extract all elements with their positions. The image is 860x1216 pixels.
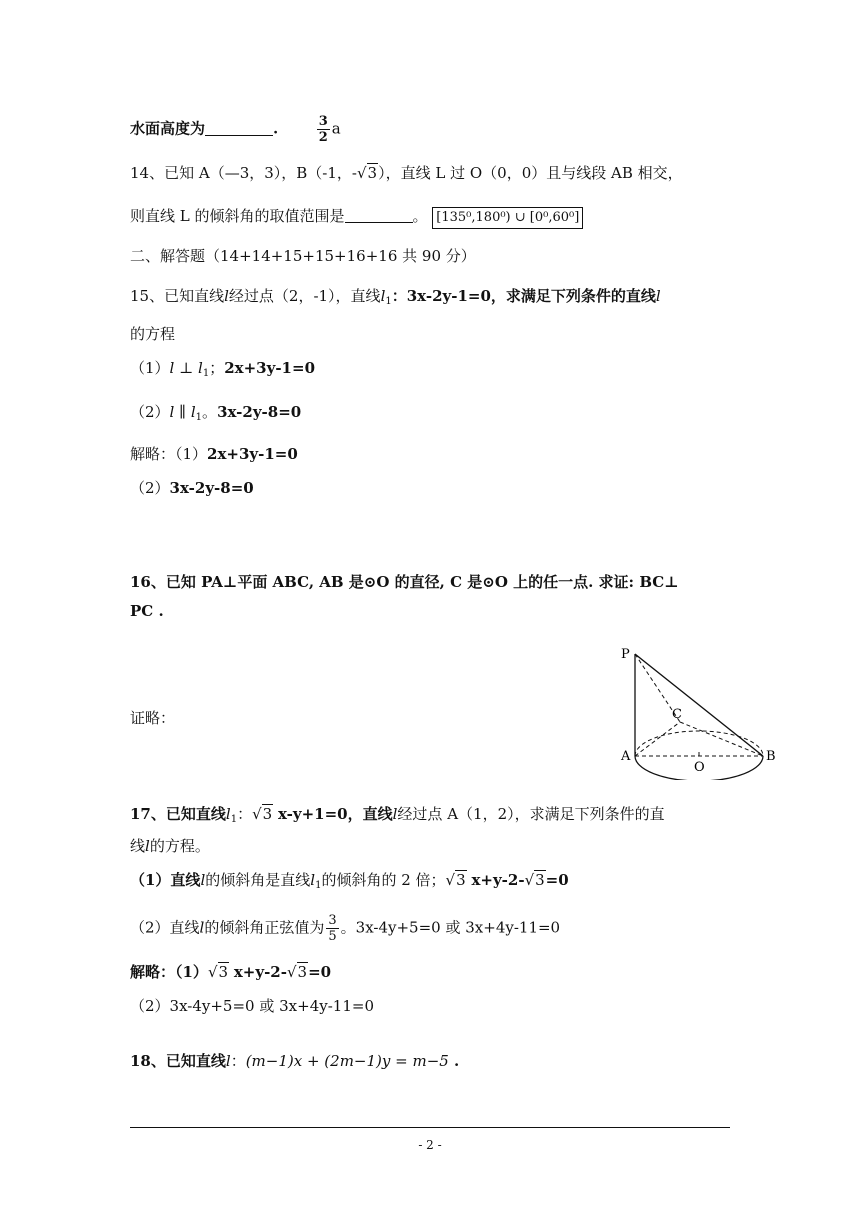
q18-line1: 18、已知直线l：(m−1)x + (2m−1)y = m−5 . bbox=[130, 1052, 460, 1070]
geometry-figure bbox=[600, 640, 800, 780]
footer-rule bbox=[130, 1127, 730, 1128]
q16-line1: 16、已知 PA⊥平面 ABC, AB 是⊙O 的直径, C 是⊙O 上的任一点. 求证: BC⊥ bbox=[130, 573, 679, 591]
q15-part1: （1）l ⊥ $l_1$；2x+3y-1=0 bbox=[130, 359, 316, 379]
label-p: P bbox=[621, 647, 630, 662]
q13-answer-fraction: $\frac{3}{2}$ bbox=[318, 114, 328, 145]
sqrt-symbol: √3 bbox=[252, 805, 273, 823]
q17-solution1: 解略：（1）√3 x+y-2-√3=0 bbox=[130, 963, 332, 981]
q15-solution2: （2）3x-2y-8=0 bbox=[130, 479, 254, 497]
segment-ac bbox=[635, 722, 680, 756]
q17-line1: 17、已知直线$l_1$：√3 x-y+1=0，直线l经过点 A（1，2），求满足下列条件的直 bbox=[130, 805, 665, 825]
q17-part2: （2）直线l的倾斜角正弦值为 $\frac{3}{5}$ 。3x-4y+5=0 或 3x+4y-11=0 bbox=[130, 913, 561, 944]
label-a: A bbox=[621, 749, 631, 764]
q16-line2: PC . bbox=[130, 602, 164, 620]
q14-answer: [135⁰,180⁰) ∪ [0⁰,60⁰] bbox=[432, 207, 583, 229]
answer-blank bbox=[205, 121, 273, 136]
q15-line2: 的方程 bbox=[130, 325, 176, 343]
label-c: C bbox=[672, 707, 682, 722]
section-heading: 二、解答题（14+14+15+15+16+16 共 90 分） bbox=[130, 247, 476, 265]
answer-blank bbox=[345, 208, 413, 223]
label-b: B bbox=[766, 749, 776, 764]
q14-line1: 14、已知 A（—3，3），B（-1，-√3），直线 L 过 O（0，0）且与线段 AB 相交， bbox=[130, 164, 683, 182]
q15-line1: 15、已知直线l经过点（2，-1），直线$l_1$：3x-2y-1=0，求满足下列条件的直线l bbox=[130, 287, 661, 307]
sine-fraction: $\frac{3}{5}$ bbox=[328, 913, 337, 944]
q16-proof: 证略： bbox=[130, 709, 176, 727]
q15-part2: （2）l ∥ $l_1$。3x-2y-8=0 bbox=[130, 403, 302, 423]
segment-pb bbox=[635, 654, 763, 756]
q17-part1: （1）直线l的倾斜角是直线$l_1$的倾斜角的 2 倍；√3 x+y-2-√3=0 bbox=[130, 871, 569, 891]
q15-solution1: 解略：（1）2x+3y-1=0 bbox=[130, 445, 298, 463]
q14-line2: 则直线 L 的倾斜角的取值范围是 。 [135⁰,180⁰) ∪ [0⁰,60⁰] bbox=[130, 206, 583, 229]
q17-line2: 线l的方程。 bbox=[130, 837, 210, 855]
segment-bc bbox=[680, 722, 763, 756]
page-number: - 2 - bbox=[418, 1138, 442, 1152]
label-o: O bbox=[694, 760, 705, 775]
q17-solution2: （2）3x-4y+5=0 或 3x+4y-11=0 bbox=[130, 997, 374, 1015]
q13-line: 水面高度为 . $\frac{3}{2}$ a bbox=[130, 114, 341, 145]
sqrt-symbol: √3 bbox=[356, 164, 378, 182]
